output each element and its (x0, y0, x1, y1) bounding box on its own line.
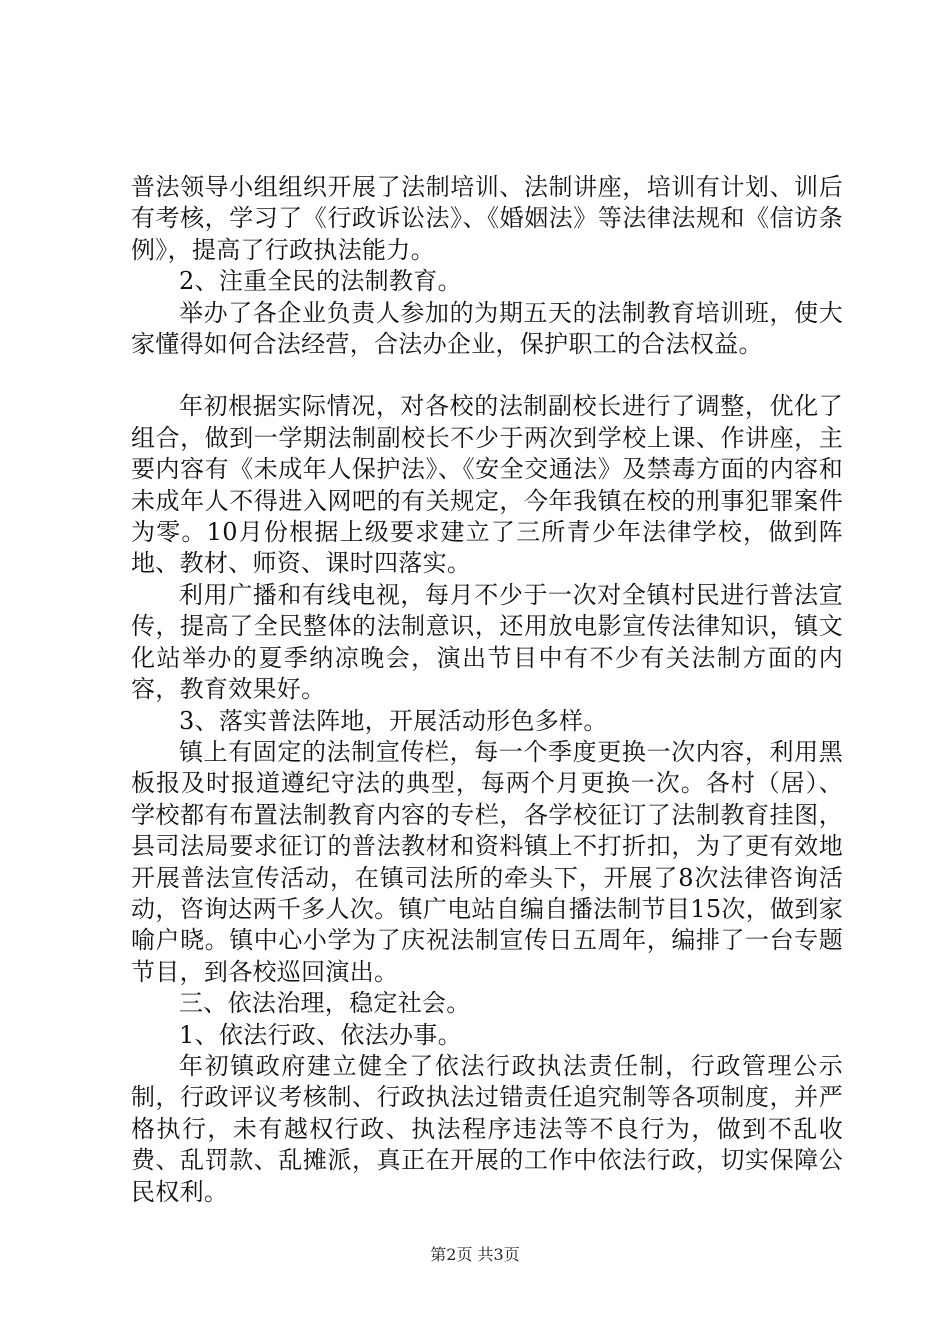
heading-publicity-positions: 3、落实普法阵地，开展活动形色多样。 (179, 706, 608, 735)
paragraph-publicity-board: 镇上有固定的法制宣传栏，每一个季度更换一次内容，利用黑板报及时报道遵纪守法的典型，每两个月更换一次。各村（居）、学校都有布置法制教育内容的专栏，各学校征订了法制教育挂图，县司法局要求征订的普法教材和资料镇上不打折扣，为了更有效地开展普法宣传活动，在镇司法所的牵头下，开展了8次法律咨询活动，咨询达两千多人次。镇广电站自编自播法制节目15次，做到家喻户晓。镇中心小学为了庆祝法制宣传日五周年，编排了一台专题节目，到各校巡回演出。 (131, 737, 843, 986)
page-footer: 第2页 共3页 (430, 1245, 520, 1264)
paragraph-school-education: 年初根据实际情况，对各校的法制副校长进行了调整，优化了组合，做到一学期法制副校长不少于两次到学校上课、作讲座，主要内容有《未成年人保护法》、《安全交通法》及禁毒方面的内容和未成年人不得进入网吧的有关规定，今年我镇在校的刑事犯罪案件为零。10月份根据上级要求建立了三所青少年法律学校，做到阵地、教材、师资、课时四落实。 (131, 392, 843, 578)
heading-governance: 三、依法治理，稳定社会。 (179, 989, 471, 1018)
heading-lawful-administration: 1、依法行政、依法办事。 (179, 1020, 462, 1049)
paragraph-enterprise-training: 举办了各企业负责人参加的为期五天的法制教育培训班，使大家懂得如何合法经营，合法办企业，保护职工的合法权益。 (131, 298, 843, 359)
paragraph-training: 普法领导小组组织开展了法制培训、法制讲座，培训有计划、训后有考核，学习了《行政诉讼法》、《婚姻法》等法律法规和《信访条例》，提高了行政执法能力。 (131, 173, 843, 264)
paragraph-administration-system: 年初镇政府建立健全了依法行政执法责任制，行政管理公示制，行政评议考核制、行政执法过错责任追究制等各项制度，并严格执行，未有越权行政、执法程序违法等不良行为，做到不乱收费、乱罚款、乱摊派，真正在开展的工作中依法行政，切实保障公民权利。 (131, 1051, 843, 1206)
document-body (131, 172, 843, 1208)
heading-public-education: 2、注重全民的法制教育。 (179, 267, 462, 296)
paragraph-broadcast: 利用广播和有线电视，每月不少于一次对全镇村民进行普法宣传，提高了全民整体的法制意识，还用放电影宣传法律知识，镇文化站举办的夏季纳凉晚会，演出节目中有不少有关法制方面的内容，教育效果好。 (131, 580, 843, 704)
